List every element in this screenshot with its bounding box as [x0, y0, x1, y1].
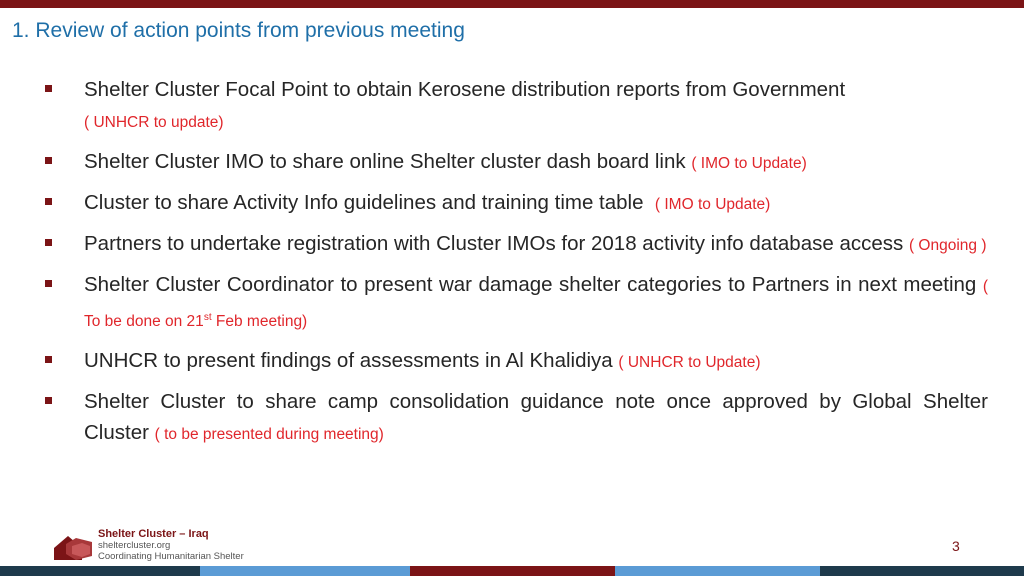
item-text: [84, 187, 988, 220]
square-bullet-icon: [45, 280, 52, 287]
list-item: [42, 187, 988, 220]
item-text: [84, 146, 988, 179]
bottom-color-bar: [0, 566, 1024, 576]
note-superscript: st: [203, 312, 212, 323]
shelter-cluster-logo-icon: [52, 530, 94, 562]
bar-segment: [200, 566, 410, 576]
top-accent-bar: [0, 0, 1024, 8]
item-label: UNHCR to present findings of assessments in Al Khalidiya: [84, 349, 613, 373]
item-label: Shelter Cluster to share camp consolidation guidance note once approved by Global Shelter Cluster: [84, 390, 988, 445]
org-url: sheltercluster.org: [98, 540, 171, 551]
list-item: [42, 386, 988, 450]
square-bullet-icon: [45, 239, 52, 246]
square-bullet-icon: [45, 397, 52, 404]
list-item: [42, 146, 988, 179]
item-status-note: ( to be presented during meeting): [154, 426, 384, 444]
square-bullet-icon: [45, 157, 52, 164]
list-item: [42, 228, 988, 261]
list-item: [42, 345, 988, 378]
square-bullet-icon: [45, 356, 52, 363]
org-tagline: Coordinating Humanitarian Shelter: [98, 551, 244, 562]
list-item: [42, 74, 988, 138]
item-label: Shelter Cluster Coordinator to present war damage shelter categories to Partners in next meeting: [84, 273, 977, 296]
square-bullet-icon: [45, 198, 52, 205]
item-label: Partners to undertake registration with Cluster IMOs for 2018 activity info database access: [84, 232, 904, 255]
list-item: [42, 269, 988, 337]
item-text: [84, 74, 988, 138]
page-number: 3: [952, 538, 960, 554]
item-text: [84, 345, 988, 378]
bar-segment: [410, 566, 615, 576]
note-part: Feb meeting): [211, 313, 308, 331]
item-status-note: ( IMO to Update): [691, 155, 807, 172]
bar-segment: [820, 566, 1024, 576]
item-label: Shelter Cluster IMO to share online Shelter cluster dash board link: [84, 150, 686, 173]
action-points-list: [42, 74, 988, 458]
bar-segment: [0, 566, 200, 576]
item-status-note: ( UNHCR to Update): [618, 354, 761, 372]
item-label: Shelter Cluster Focal Point to obtain Kerosene distribution reports from Government: [84, 78, 846, 101]
slide-title: 1. Review of action points from previous meeting: [12, 19, 465, 42]
item-label: Cluster to share Activity Info guidelines and training time table: [84, 191, 644, 214]
item-text: [84, 269, 988, 337]
item-status-note: ( Ongoing ): [908, 237, 987, 254]
bar-segment: [615, 566, 820, 576]
org-name: Shelter Cluster – Iraq: [98, 528, 209, 540]
item-status-note: ( UNHCR to update): [84, 114, 224, 131]
square-bullet-icon: [45, 85, 52, 92]
footer-org-info: [98, 529, 244, 562]
item-text: [84, 228, 988, 261]
item-status-note: ( IMO to Update): [654, 196, 771, 213]
item-text: [84, 386, 988, 450]
note-part: ( To be done on 21: [84, 278, 988, 331]
